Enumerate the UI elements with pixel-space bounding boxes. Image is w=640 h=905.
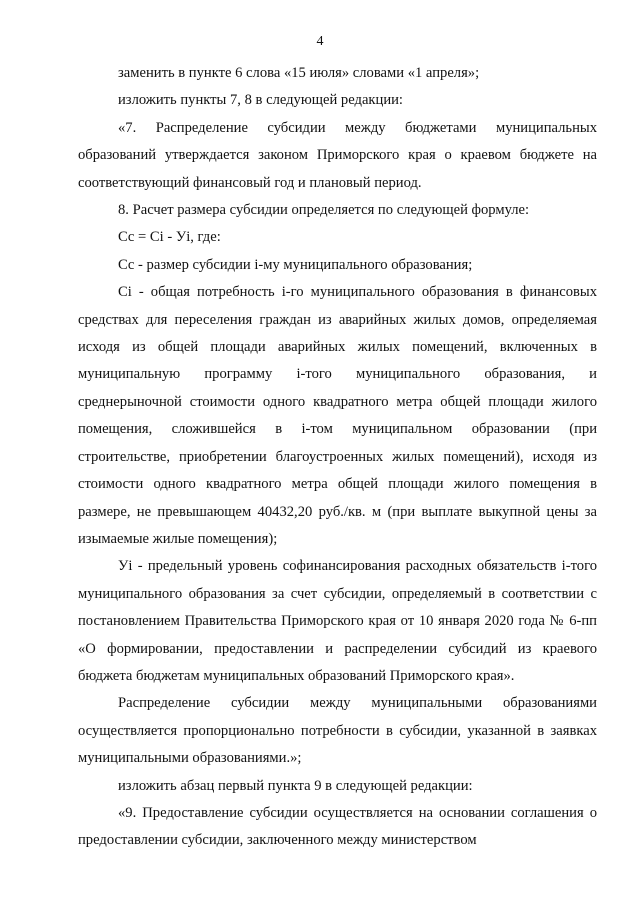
paragraph-7: Сi - общая потребность i-го муниципального образования в финансовых средствах для переселения граждан из аварийных жилых домов, определяемая исходя из общей площади аварийных жилых помещений, включенных в муниципальную программу i-того муниципального образования, и среднерыночной стоимости одного квадратного метра общей площади жилого помещения, сложившейся в i-том муниципальном образовании (при строительстве, приобретении благоустроенных жилых помещений), исходя из стоимости одного квадратного метра общей площади жилого помещения в размере, не превышающем 40432,20 руб./кв. м (при выплате выкупной цены за изымаемые жилые помещения); <box>78 284 597 547</box>
paragraph-10: изложить абзац первый пункта 9 в следующей редакции: <box>118 777 473 794</box>
paragraph-9: Распределение субсидии между муниципальными образованиями осуществляется пропорционально потребности в субсидии, указанной в заявках муниципальными образованиями.»; <box>78 695 597 767</box>
page-number: 4 <box>316 34 324 49</box>
paragraph-6: Сс - размер субсидии i-му муниципального образования; <box>118 256 473 273</box>
paragraph-11: «9. Предоставление субсидии осуществляется на основании соглашения о предоставлении субсидии, заключенного между министерством <box>78 804 597 849</box>
paragraph-3: «7. Распределение субсидии между бюджетами муниципальных образований утверждается законом Приморского края о краевом бюджете на соответствующий финансовый год и плановый период. <box>78 119 597 191</box>
paragraph-5: Сс = Сi - Уi, где: <box>118 229 221 246</box>
paragraph-1: заменить в пункте 6 слова «15 июля» словами «1 апреля»; <box>118 65 480 81</box>
paragraph-8: Уi - предельный уровень софинансирования расходных обязательств i-того муниципального образования за счет субсидии, определяемый в соответствии с постановлением Правительства Приморского края от 10 января 2020 года № 6-пп «О формировании, предоставлении и распределении субсидий из краевого бюджета бюджетам муниципальных образований Приморского края». <box>78 558 597 684</box>
document-body <box>78 60 597 855</box>
paragraph-2: изложить пункты 7, 8 в следующей редакции: <box>118 92 403 109</box>
paragraph-4: 8. Расчет размера субсидии определяется по следующей формуле: <box>118 202 530 219</box>
